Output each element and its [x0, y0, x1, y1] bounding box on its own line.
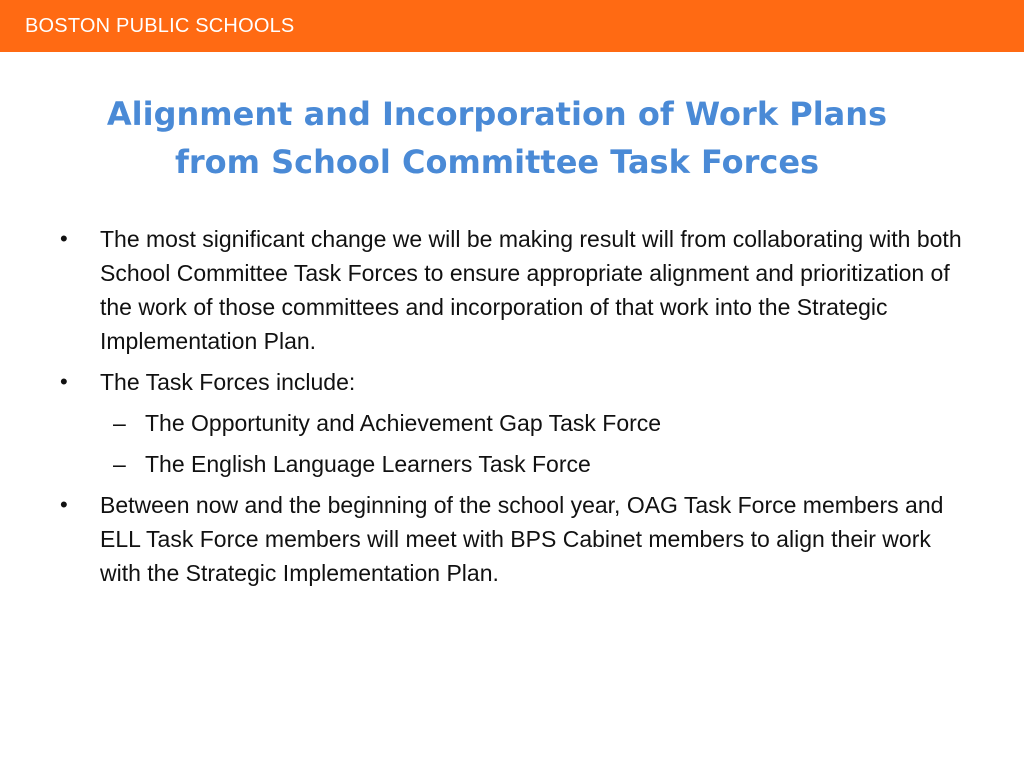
- sub-bullet-marker: –: [113, 410, 126, 436]
- slide-title-line-1: Alignment and Incorporation of Work Plans: [106, 95, 888, 133]
- bullet-text: Between now and the beginning of the school year, OAG Task Force members and ELL Task Force members will meet with BPS Cabinet members to align their work with the Strategic Implementation Plan.: [100, 492, 944, 586]
- bullet-marker: •: [60, 492, 68, 517]
- bullet-list: [0, 222, 1024, 597]
- bullet-text: The most significant change we will be making result will from collaborating with both School Committee Task Forces to ensure appropriate alignment and prioritization of the work of those committees and incorporation of that work into the Strategic Implementation Plan.: [100, 226, 962, 354]
- slide-title: [40, 90, 954, 186]
- bullet-item: [0, 488, 970, 590]
- slide-title-line-2: from School Committee Task Forces: [174, 143, 820, 181]
- sub-bullet-text: The English Language Learners Task Force: [145, 451, 591, 477]
- bullet-text: The Task Forces include:: [100, 369, 356, 395]
- org-name: BOSTON PUBLIC SCHOOLS: [25, 15, 295, 37]
- bullet-item: [0, 365, 970, 399]
- sub-bullet-item: [0, 447, 985, 481]
- bullet-marker: •: [60, 369, 68, 394]
- sub-bullet-marker: –: [113, 451, 126, 477]
- bullet-marker: •: [60, 226, 68, 251]
- sub-bullet-item: [0, 406, 985, 440]
- bullet-item: [0, 222, 970, 358]
- sub-bullet-text: The Opportunity and Achievement Gap Task Force: [145, 410, 662, 436]
- header-bar: [0, 0, 1024, 52]
